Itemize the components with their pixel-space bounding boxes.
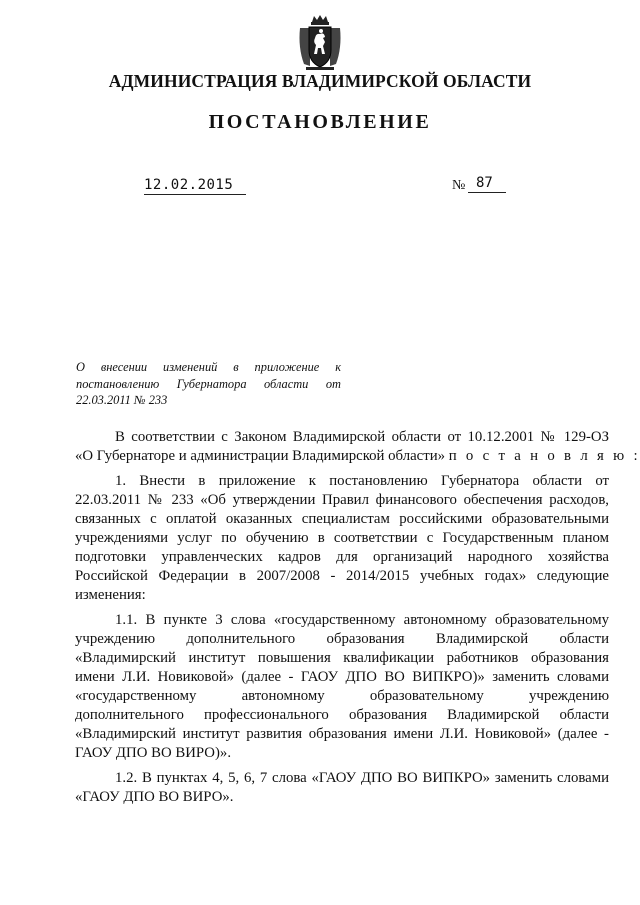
document-date: 12.02.2015 [144,177,246,195]
body-line: подготовки управленческих кадров для организаций народного хозяйства [75,549,609,565]
body-line: дополнительного профессионального образования Владимирской области [75,707,609,723]
subject-line: О внесении изменений в приложение к [76,360,341,374]
body-line: ГАОУ ДПО ВО ВИРО)». [75,745,232,761]
body-line: учреждению дополнительного образования Владимирской области [75,631,609,647]
subject-line: 22.03.2011 № 233 [76,393,168,407]
body-line: «Владимирский институт повышения квалификации работников образования [75,650,609,666]
body-line: 22.03.2011 № 233 «Об утверждении Правил финансового обеспечения расходов, [75,492,609,508]
body-line: учреждениями услуг по обучению в соответствии с Государственным планом [75,530,609,546]
subject-line: постановлению Губернатора области от [76,376,341,391]
document-subject [76,359,341,409]
body-line: 1.1. В пункте 3 слова «государственному автономному образовательному [115,612,609,628]
body-line: Российской Федерации в 2007/2008 - 2014/2015 учебных годах» следующие [75,568,609,584]
decree-word: п о с т а н о в л я ю : [448,448,640,464]
body-line: В соответствии с Законом Владимирской области от 10.12.2001 № 129-ОЗ [115,429,609,445]
body-line: «ГАОУ ДПО ВО ВИРО». [75,789,234,805]
body-line-with-decree [75,447,640,466]
preamble-text: «О Губернаторе и администрации Владимирской области» [75,448,446,464]
body-line: имени Л.И. Новиковой» (далее - ГАОУ ДПО ВО ВИПКРО)» заменить словами [75,669,609,685]
document-type-heading: ПОСТАНОВЛЕНИЕ [208,111,432,133]
body-line: «Владимирский институт развития образования имени Л.И. Новиковой» (далее - [75,726,609,742]
organization-title: АДМИНИСТРАЦИЯ ВЛАДИМИРСКОЙ ОБЛАСТИ [108,71,532,91]
body-line: 1. Внести в приложение к постановлению Губернатора области от [115,473,609,489]
document-number: 87 [468,175,506,193]
body-line: «государственному автономному образовательному учреждению [75,688,609,704]
body-line: 1.2. В пунктах 4, 5, 6, 7 слова «ГАОУ ДПО ВО ВИПКРО» заменить словами [115,770,609,786]
number-sign: № [452,178,466,193]
coat-of-arms-icon [296,14,344,72]
body-line: связанных с оплатой оказанных специалистам российскими образовательными [75,511,609,527]
body-line: изменения: [75,587,146,603]
document-body [75,428,640,807]
